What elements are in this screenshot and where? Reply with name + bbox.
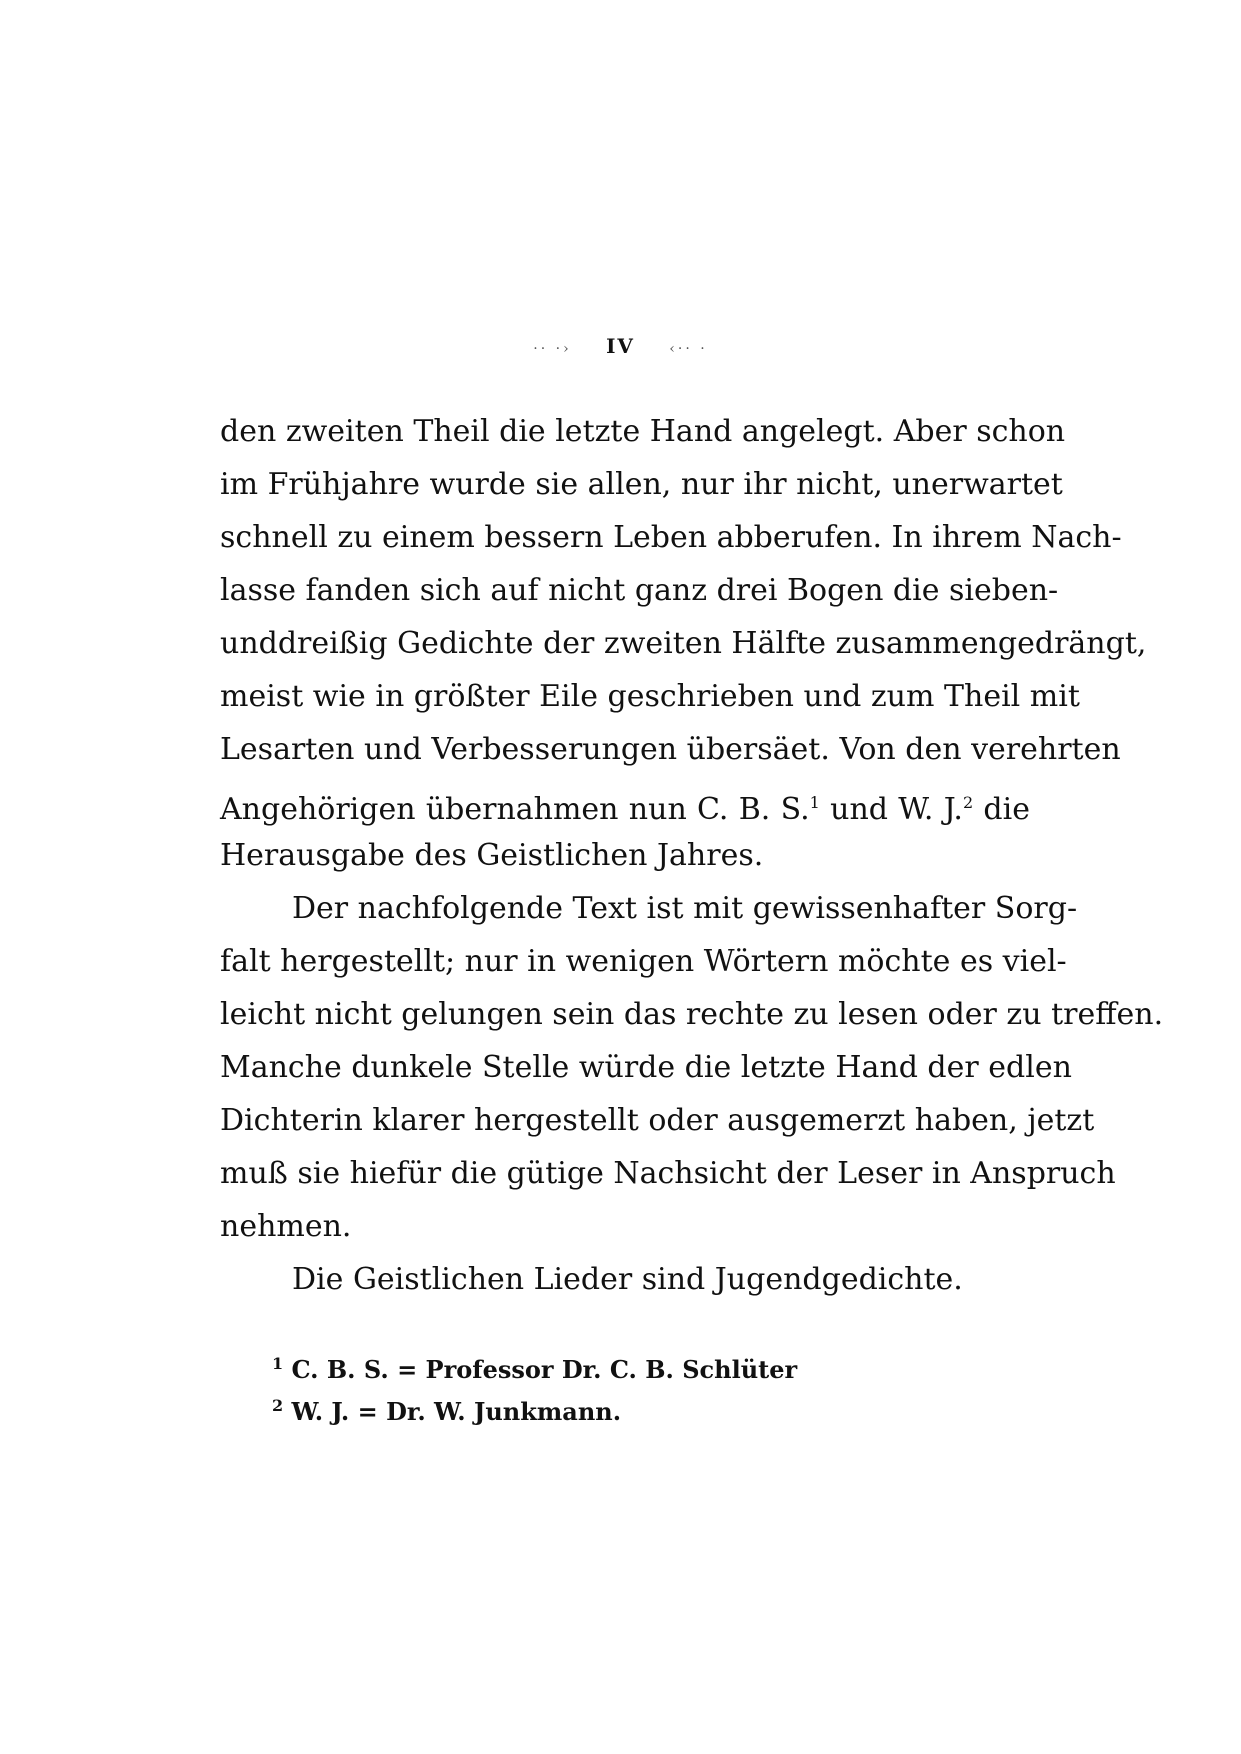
text-line-with-footnote-refs	[220, 776, 1030, 829]
page-number: IV	[606, 334, 635, 358]
text-line: leicht nicht gelungen sein das rechte zu lesen oder zu treffen.	[220, 997, 1164, 1032]
text-line: nehmen.	[220, 1209, 352, 1244]
header-ornament-right: ‹·· ·	[669, 341, 708, 357]
text-line: Manche dunkele Stelle würde die letzte Hand der edlen	[220, 1050, 1072, 1085]
page-header	[0, 334, 1241, 358]
footnote-1	[272, 1343, 797, 1385]
body-text	[220, 405, 1164, 1306]
footnote-ref-2: 2	[962, 793, 974, 812]
footnotes	[272, 1343, 797, 1427]
text-line: schnell zu einem bessern Leben abberufen. In ihrem Nach-	[220, 520, 1122, 555]
text-line: den zweiten Theil die letzte Hand angelegt. Aber schon	[220, 414, 1066, 449]
footnote-mark: 1	[272, 1354, 284, 1373]
text-line: im Frühjahre wurde sie allen, nur ihr nicht, unerwartet	[220, 467, 1063, 502]
header-ornament-left: ·· ·›	[533, 341, 572, 357]
text-line: Der nachfolgende Text ist mit gewissenhafter Sorg-	[292, 891, 1078, 926]
text-line: Lesarten und Verbesserungen übersäet. Von den verehrten	[220, 732, 1121, 767]
text-line: meist wie in größter Eile geschrieben und zum Theil mit	[220, 679, 1080, 714]
text-segment: Angehörigen übernahmen nun C. B. S.	[220, 792, 810, 827]
text-line: Die Geistlichen Lieder sind Jugendgedichte.	[292, 1262, 963, 1297]
text-line: falt hergestellt; nur in wenigen Wörtern möchte es viel-	[220, 944, 1067, 979]
text-line: Dichterin klarer hergestellt oder ausgemerzt haben, jetzt	[220, 1103, 1095, 1138]
footnote-text: C. B. S. = Professor Dr. C. B. Schlüter	[291, 1355, 798, 1384]
footnote-2	[272, 1385, 797, 1427]
text-line: lasse fanden sich auf nicht ganz drei Bogen die sieben-	[220, 573, 1059, 608]
text-segment: die	[983, 792, 1030, 827]
text-line: Herausgabe des Geistlichen Jahres.	[220, 838, 764, 873]
text-line: unddreißig Gedichte der zweiten Hälfte zusammengedrängt,	[220, 626, 1147, 661]
text-line: muß sie hiefür die gütige Nachsicht der Leser in Anspruch	[220, 1156, 1116, 1191]
footnote-mark: 2	[272, 1396, 284, 1415]
text-segment: und W. J.	[830, 792, 963, 827]
footnote-text: W. J. = Dr. W. Junkmann.	[291, 1397, 622, 1426]
footnote-ref-1: 1	[809, 793, 820, 812]
